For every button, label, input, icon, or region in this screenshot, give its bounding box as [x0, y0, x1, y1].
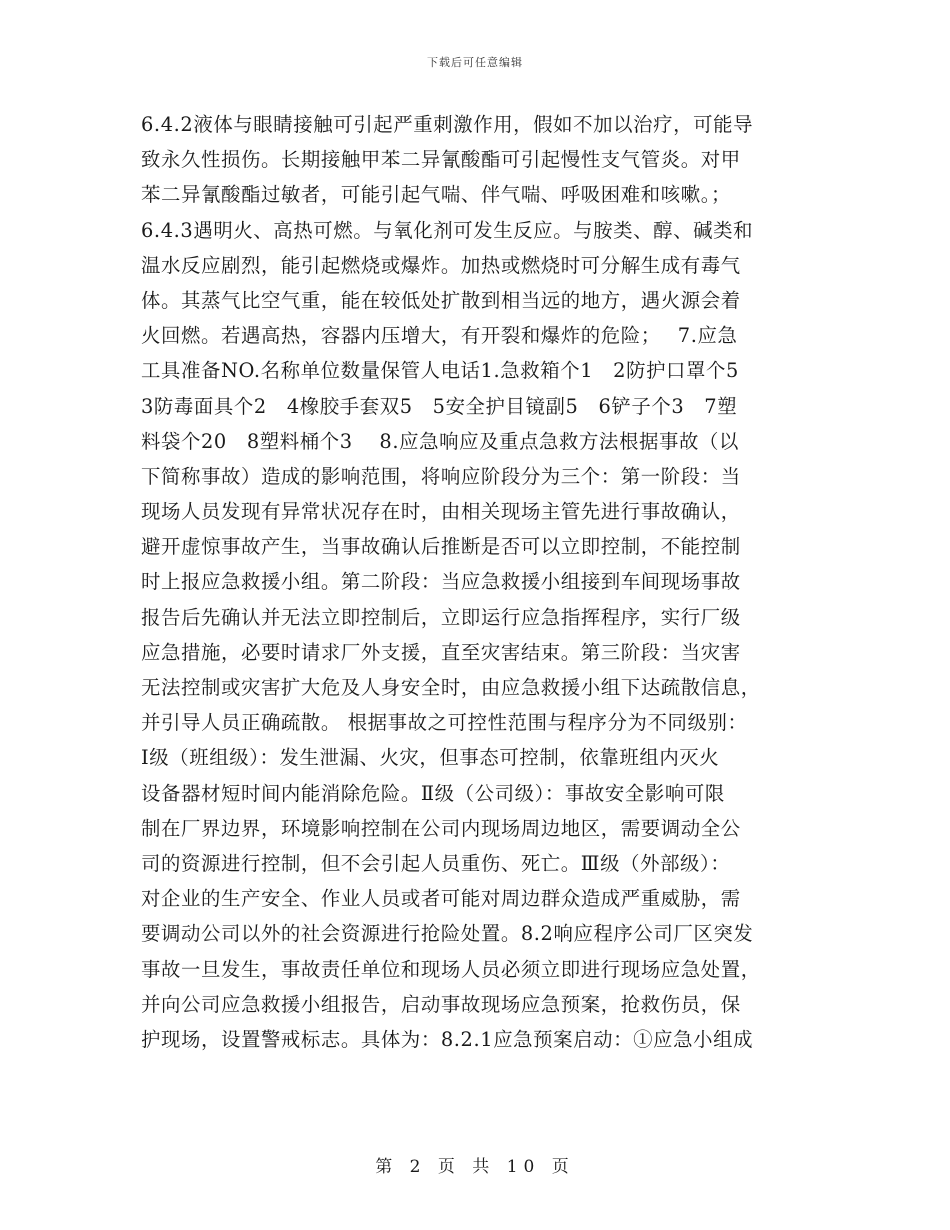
body-line: 应急措施，必要时请求厂外支援，直至灾害结束。第三阶段：当灾害	[141, 640, 741, 664]
body-line: 6.4.2液体与眼睛接触可引起严重刺激作用，假如不加以治疗，可能导	[141, 113, 754, 136]
body-line: 事故一旦发生，事故责任单位和现场人员必须立即进行现场应急处置，	[141, 957, 761, 981]
body-line: 并向公司应急救援小组报告，启动事故现场应急预案，抢救伤员，保	[141, 992, 741, 1016]
body-line: 体。其蒸气比空气重，能在较低处扩散到相当远的地方，遇火源会着	[141, 288, 741, 312]
body-line: 现场人员发现有异常状况存在时，由相关现场主管先进行事故确认，	[141, 500, 741, 524]
page-header: 下载后可任意编辑	[427, 56, 523, 69]
body-line: 火回燃。若遇高热，容器内压增大，有开裂和爆炸的危险； 7.应急	[141, 324, 738, 348]
body-line: 设备器材短时间内能消除危险。Ⅱ级（公司级）：事故安全影响可限	[141, 781, 725, 805]
body-line: 制在厂界边界，环境影响控制在公司内现场周边地区，需要调动全公	[141, 816, 741, 840]
body-line: 无法控制或灾害扩大危及人身安全时，由应急救援小组下达疏散信息，	[141, 676, 761, 699]
body-line: 温水反应剧烈，能引起燃烧或爆炸。加热或燃烧时可分解生成有毒气	[141, 253, 741, 277]
body-line: 料袋个20 8塑料桶个3 8.应急响应及重点急救方法根据事故（以	[141, 429, 739, 453]
body-line: 下简称事故）造成的影响范围，将响应阶段分为三个：第一阶段：当	[141, 464, 741, 488]
body-line: 苯二异氰酸酯过敏者，可能引起气喘、伴气喘、呼吸困难和咳嗽。；	[141, 183, 732, 207]
body-line: 对企业的生产安全、作业人员或者可能对周边群众造成严重威胁，需	[141, 887, 741, 911]
body-line: 避开虚惊事故产生，当事故确认后推断是否可以立即控制，不能控制	[141, 535, 741, 559]
body-line: 护现场，设置警戒标志。具体为：8.2.1应急预案启动：①应急小组成	[141, 1027, 754, 1051]
body-line: 并引导人员正确疏散。 根据事故之可控性范围与程序分为不同级别：	[141, 711, 748, 735]
body-line: 报告后先确认并无法立即控制后，立即运行应急指挥程序，实行厂级	[141, 605, 741, 629]
body-line: 3防毒面具个2 4橡胶手套双5 5安全护目镜副5 6铲子个3 7塑	[141, 394, 738, 418]
body-line: 司的资源进行控制，但不会引起人员重伤、死亡。Ⅲ级（外部级）：	[141, 851, 731, 875]
page-number-footer: 第 2 页 共 10 页	[375, 1157, 575, 1177]
body-line: 致永久性损伤。长期接触甲苯二异氰酸酯可引起慢性支气管炎。对甲	[141, 148, 741, 172]
body-line: 要调动公司以外的社会资源进行抢险处置。8.2响应程序公司厂区突发	[141, 922, 754, 946]
body-line: Ⅰ级（班组级）：发生泄漏、火灾，但事态可控制，依靠班组内灭火	[141, 746, 720, 770]
body-line: 时上报应急救援小组。第二阶段：当应急救援小组接到车间现场事故	[141, 570, 741, 594]
body-line: 工具准备NO.名称单位数量保管人电话1.急救箱个1 2防护口罩个5	[141, 359, 739, 383]
body-line: 6.4.3遇明火、高热可燃。与氧化剂可发生反应。与胺类、醇、碱类和	[141, 218, 754, 242]
document-body	[141, 107, 813, 1057]
